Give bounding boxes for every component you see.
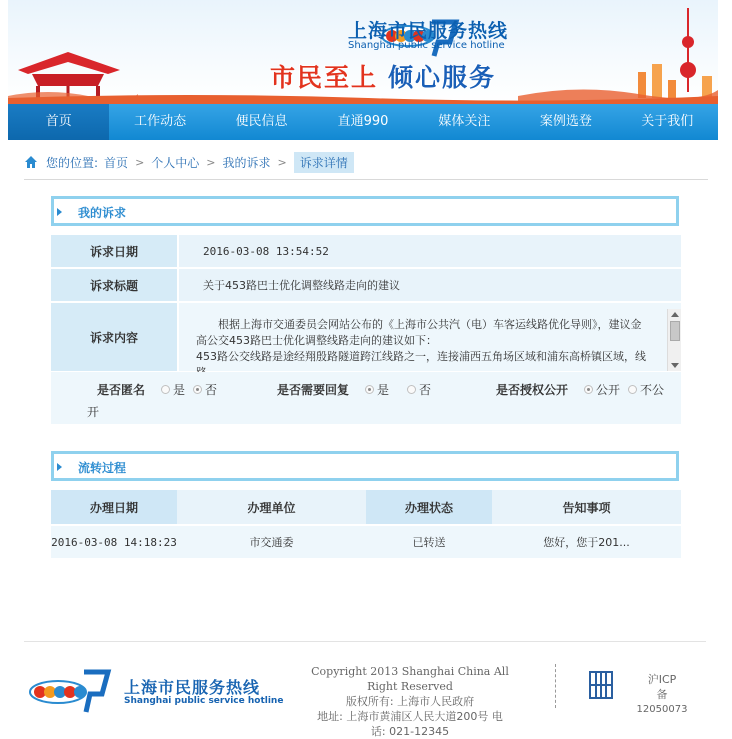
public-label: 是否授权公开 [496, 383, 569, 397]
header-title: 上海市民服务热线 [348, 20, 509, 42]
flow-col-date: 办理日期 [51, 490, 177, 524]
content-scrollbar[interactable] [667, 309, 681, 371]
slogan-part-1: 市民至上 [270, 63, 379, 92]
public-no-text: 不公 [640, 383, 665, 397]
footer-dashed-divider [555, 664, 556, 708]
breadcrumb-divider [24, 179, 708, 180]
complaint-date-row [51, 235, 681, 269]
breadcrumb-current: 诉求详情 [294, 152, 354, 173]
footer-info [300, 664, 520, 739]
flow-cell-unit: 市交通委 [177, 526, 366, 558]
header-slogan [270, 58, 496, 94]
flow-table [51, 490, 681, 558]
complaint-content-label: 诉求内容 [51, 303, 177, 371]
footer-address: 地址: 上海市黄浦区人民大道200号 电 [317, 710, 503, 723]
complaint-detail-table [51, 235, 681, 373]
complaint-title-label: 诉求标题 [51, 269, 177, 301]
flow-cell-date: 2016-03-08 14:18:23 [51, 526, 177, 558]
flow-cell-notice[interactable]: 您好，您于201... [492, 526, 681, 558]
reply-no-text: 否 [419, 383, 432, 397]
header-wave-decoration [8, 92, 718, 104]
footer-owner: 版权所有: 上海市人民政府 [345, 695, 475, 708]
flow-section-header [51, 451, 679, 481]
nav-item-cases[interactable]: 案例选登 [539, 114, 592, 129]
anonymous-option-group [97, 381, 217, 398]
header-subtitle: Shanghai public service hotline [348, 40, 505, 51]
flow-col-notice: 告知事项 [492, 490, 681, 524]
complaint-content-line-1: 根据上海市交通委员会网站公布的《上海市公共汽（电）车客运线路优化导则》，建议金高公交453路巴士优化调整线路走向的建议如下： [196, 318, 642, 347]
expo-pavilion-illustration [8, 0, 138, 104]
breadcrumb-prefix: 您的位置: [46, 155, 99, 170]
reply-yes-text: 是 [377, 383, 390, 397]
complaint-content-line-2: 453路公交线路是途经翔殷路隧道跨江线路之一，连接浦西五角场区域和浦东高桥镇区域，线 [196, 350, 646, 363]
anonymous-no-radio[interactable] [193, 385, 202, 394]
reply-label: 是否需要回复 [277, 383, 350, 397]
public-yes-text: 公开 [596, 383, 621, 397]
footer-copyright-1: Copyright 2013 Shanghai China All [311, 665, 509, 678]
flow-header-row [51, 490, 681, 524]
breadcrumb-personal-center[interactable]: 个人中心 [151, 155, 200, 170]
scroll-down-arrow-icon[interactable] [671, 363, 679, 368]
public-yes-radio[interactable] [584, 385, 593, 394]
site-header [8, 0, 718, 104]
reply-option-group [277, 381, 431, 398]
anonymous-yes-text: 是 [173, 383, 186, 397]
anonymous-label: 是否匿名 [97, 383, 146, 397]
nav-item-direct-990[interactable]: 直通990 [337, 114, 389, 129]
nav-item-public-info[interactable]: 便民信息 [235, 114, 288, 129]
footer-hotline-logo-icon [28, 666, 112, 716]
anonymous-no-text: 否 [205, 383, 218, 397]
public-no-text-wrap: 开 [87, 405, 100, 419]
nav-item-work-news[interactable]: 工作动态 [134, 114, 187, 129]
breadcrumb-separator: > [206, 155, 216, 169]
footer-icp-2: 备 [656, 688, 668, 701]
section-marker-icon [57, 208, 62, 216]
nav-item-media[interactable]: 媒体关注 [438, 114, 491, 129]
complaint-options [51, 372, 681, 424]
scroll-thumb[interactable] [670, 321, 680, 341]
nav-item-about[interactable]: 关于我们 [641, 114, 694, 129]
footer-phone: 话: 021-12345 [370, 725, 450, 738]
breadcrumb-my-complaints[interactable]: 我的诉求 [222, 155, 271, 170]
reply-no-radio[interactable] [407, 385, 416, 394]
footer-subtitle: Shanghai public service hotline [124, 696, 284, 706]
footer-icp-3: 12050073 [636, 704, 688, 715]
complaint-title-value: 关于453路巴士优化调整线路走向的建议 [177, 269, 681, 301]
footer-icp-1: 沪ICP [647, 673, 677, 686]
footer-divider [24, 641, 706, 642]
breadcrumb-separator: > [135, 155, 145, 169]
flow-col-unit: 办理单位 [177, 490, 366, 524]
footer-title: 上海市民服务热线 [124, 678, 261, 697]
flow-cell-status: 已转送 [366, 526, 492, 558]
nav-item-home[interactable]: 首页 [8, 104, 109, 140]
anonymous-yes-radio[interactable] [161, 385, 170, 394]
breadcrumb-home[interactable]: 首页 [104, 155, 129, 170]
complaint-content-row [51, 303, 681, 373]
footer-icp[interactable] [632, 672, 692, 717]
breadcrumb [24, 150, 706, 174]
scroll-up-arrow-icon[interactable] [671, 312, 679, 317]
complaint-date-label: 诉求日期 [51, 235, 177, 267]
home-icon [24, 155, 38, 169]
complaint-section-header [51, 196, 679, 226]
breadcrumb-separator: > [277, 155, 287, 169]
complaint-title-row [51, 269, 681, 303]
flow-col-status: 办理状态 [366, 490, 492, 524]
reply-yes-radio[interactable] [365, 385, 374, 394]
flow-section-title: 流转过程 [78, 461, 127, 475]
table-row [51, 526, 681, 558]
police-emblem-icon[interactable] [586, 668, 616, 702]
complaint-content-box[interactable] [177, 303, 681, 371]
slogan-part-2: 倾心服务 [388, 63, 497, 92]
public-no-radio[interactable] [628, 385, 637, 394]
public-option-group [496, 381, 664, 398]
footer-copyright-2: Right Reserved [367, 680, 453, 693]
section-marker-icon [57, 463, 62, 471]
complaint-section-title: 我的诉求 [78, 206, 127, 220]
main-nav [8, 104, 718, 140]
complaint-date-value: 2016-03-08 13:54:52 [177, 235, 681, 267]
